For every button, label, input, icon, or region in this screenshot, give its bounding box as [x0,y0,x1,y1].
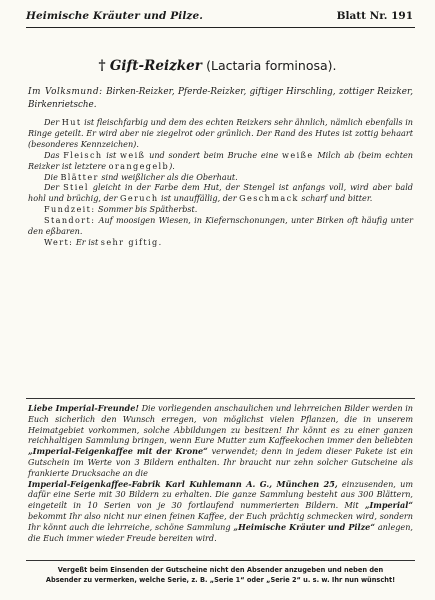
footer-line: Absender zu vermerken, welche Serie, z. B. „Serie 1“ oder „Serie 2“ u. s. w. Ihr nun wünscht! [45,575,396,584]
desc-habitat [28,215,413,237]
series-title: Heimische Kräuter und Pilze. [26,10,204,22]
desc-emph: weiße [282,149,314,160]
promo-salutation: Liebe Imperial-Freunde! [28,403,139,413]
section-divider [26,398,415,399]
desc-text: gleicht in der Farbe dem Hut, der Stengel ist anfangs voll, wird aber bald hohl und brüchig, der [28,182,413,204]
footer-line: Vergeßt beim Einsenden der Gutscheine nicht den Absender anzugeben und neben den [57,566,384,574]
desc-text: ist [102,149,121,160]
promo-text [28,403,413,543]
promo-brand: „Imperial“ [364,500,413,511]
promo-text-run: verwendet; denn in jedem dieser Pakete ist ein Gutschein im Werte von 3 Bildern enthalten. Ihr braucht nur zehn solcher Gutscheine als frankierte Drucksache an die [28,446,413,478]
desc-label-cap: Hut [61,117,82,127]
desc-text: ist fleischfarbig und dem des echten Reizkers sehr ähnlich, nämlich ebenfalls in Ringe geteilt. Er wird aber nie ziegelrot oder grünlich. Der Rand des Hutes ist zottig behaart (besonderes Kennzeichen). [28,117,414,149]
promo-text-run: einzusenden, um dafür eine Serie mit 30 Bildern zu erhalten. Die ganze Sammlung besteht aus 300 Blättern, eingeteilt in 10 Serien von je 30 fortlaufend nummerierten Bildern. Mit [28,478,413,511]
desc-label-stem: Stiel [63,182,89,193]
desc-text: Auf moosigen Wiesen, in Kiefernschonungen, unter Birken oft häufig unter den eßbaren. [28,215,413,237]
desc-text: Der [44,182,64,193]
desc-text: scharf und bitter. [298,193,373,204]
desc-emph: sehr giftig [100,236,159,247]
desc-text: und sondert beim Bruche eine [145,149,283,160]
footer-note [26,560,415,585]
desc-text: Der [44,117,62,127]
promo-paragraph-2 [28,479,413,544]
promo-series-name: „Heimische Kräuter und Pilze“ [233,521,375,532]
sheet-number: Blatt Nr. 191 [336,10,413,22]
folk-names [28,86,413,111]
desc-emph: Geruch [119,193,159,204]
desc-text: Das [44,149,64,160]
desc-emph: weiß [120,149,146,160]
desc-label-gills: Blätter [60,171,99,182]
desc-text: sind weißlicher als die Oberhaut. [98,171,238,182]
folk-names-text: Birken-Reizker, Pferde-Reizker, giftiger Hirschling, zottiger Reizker, Birkenrietsche. [28,87,414,110]
desc-stem [28,182,413,204]
species-latin-name: (Lactaria forminosa). [206,58,337,73]
desc-cap [28,117,413,150]
species-common-name: Gift-Reizker [109,58,202,74]
folk-names-label: Im Volksmund: [28,87,103,97]
desc-flesh [28,150,413,172]
desc-text: ist unauffällig, der [158,193,240,204]
desc-emph: Geschmack [239,193,299,204]
poison-cross-icon: † [98,58,106,74]
desc-text: Milch ab (beim echten Reizker ist letztere [28,149,413,171]
desc-text: . [158,236,162,247]
promo-text-run: Die vorliegenden anschaulichen und lehrreichen Bilder werden in Euch sicherlich den Wunsch erregen, von möglichst vielen Pflanzen, die in unserem Heimatgebiet vorkommen, solche Abbildungen zu besitzen! Ihr könnt es zu einer ganzen reichhaltigen Sammlung bringen, wenn Eure Mutter zum Kaffeekochen immer den beliebten [28,403,413,446]
promo-brand: „Imperial-Feigenkaffee mit der Krone“ [28,446,208,457]
card-header [26,7,415,28]
desc-emph: orangegelb [108,160,170,171]
desc-label-value: Wert: [44,236,74,247]
species-description [28,117,413,248]
promo-text-run: anlegen, die Euch immer wieder Freude bereiten wird. [28,521,414,543]
desc-label-habitat: Standort: [44,215,96,226]
desc-label-season: Fundzeit: [44,204,96,215]
desc-value [28,237,413,248]
promo-paragraph-1 [28,403,413,479]
desc-gills [28,172,413,183]
desc-season [28,204,413,215]
promo-company-address: Imperial-Feigenkaffee-Fabrik Karl Kuhlemann A. G., München 25, [28,478,338,489]
desc-label-flesh: Fleisch [63,149,103,160]
desc-text: Sommer bis Spätherbst. [95,204,198,215]
desc-text: ). [169,160,175,171]
desc-text: Die [44,171,61,182]
promo-text-run: bekommt Ihr also nicht nur einen feinen Kaffee, der Euch prächtig schmecken wird, sondern Ihr könnt auch die lehrreiche, schöne Sammlung [28,510,413,532]
species-title [0,58,435,74]
desc-text: Er ist [73,236,101,247]
